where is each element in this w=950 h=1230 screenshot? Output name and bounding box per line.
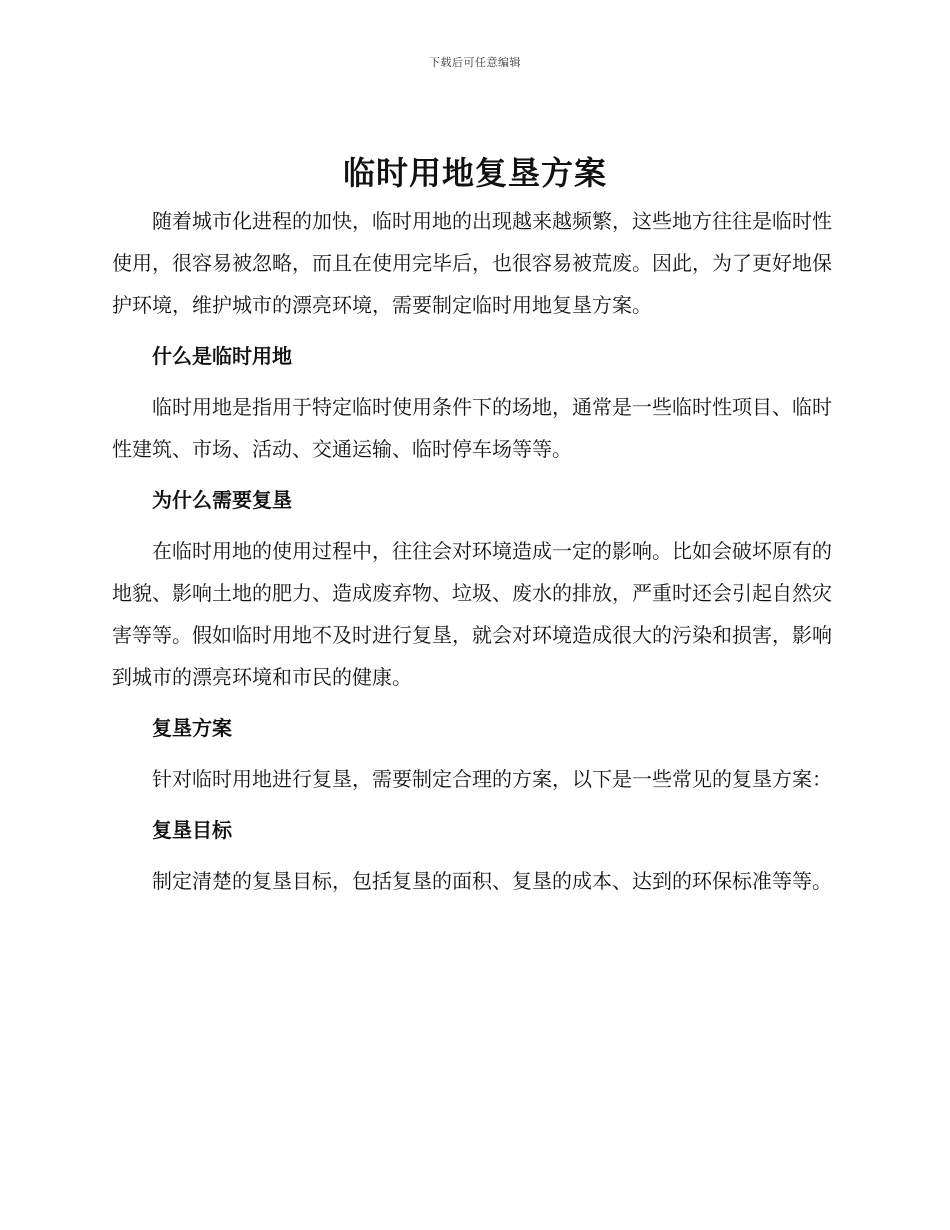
definition-paragraph: 临时用地是指用于特定临时使用条件下的场地，通常是一些临时性项目、临时性建筑、市场、活动、交通运输、临时停车场等等。 bbox=[112, 395, 832, 461]
reason-paragraph: 在临时用地的使用过程中，往往会对环境造成一定的影响。比如会破坏原有的地貌、影响土地的肥力、造成废弃物、垃圾、废水的排放，严重时还会引起自然灾害等等。假如临时用地不及时进行复垦，就会对环境造成很大的污染和损害，影响到城市的漂亮环境和市民的健康。 bbox=[112, 539, 832, 689]
plan-paragraph: 针对临时用地进行复垦，需要制定合理的方案，以下是一些常见的复垦方案： bbox=[152, 767, 832, 791]
section-heading-plan: 复垦方案 bbox=[152, 716, 232, 740]
section-heading-reason: 为什么需要复垦 bbox=[152, 488, 292, 512]
document-body bbox=[112, 200, 832, 902]
intro-paragraph: 随着城市化进程的加快，临时用地的出现越来越频繁，这些地方往往是临时性使用，很容易被忽略，而且在使用完毕后，也很容易被荒废。因此，为了更好地保护环境，维护城市的漂亮环境，需要制定临时用地复垦方案。 bbox=[112, 209, 832, 317]
header-note: 下载后可任意编辑 bbox=[429, 56, 521, 69]
goal-paragraph: 制定清楚的复垦目标，包括复垦的面积、复垦的成本、达到的环保标准等等。 bbox=[152, 869, 832, 893]
section-heading-definition: 什么是临时用地 bbox=[152, 344, 292, 368]
document-title: 临时用地复垦方案 bbox=[342, 154, 607, 192]
section-heading-goal: 复垦目标 bbox=[152, 818, 232, 842]
